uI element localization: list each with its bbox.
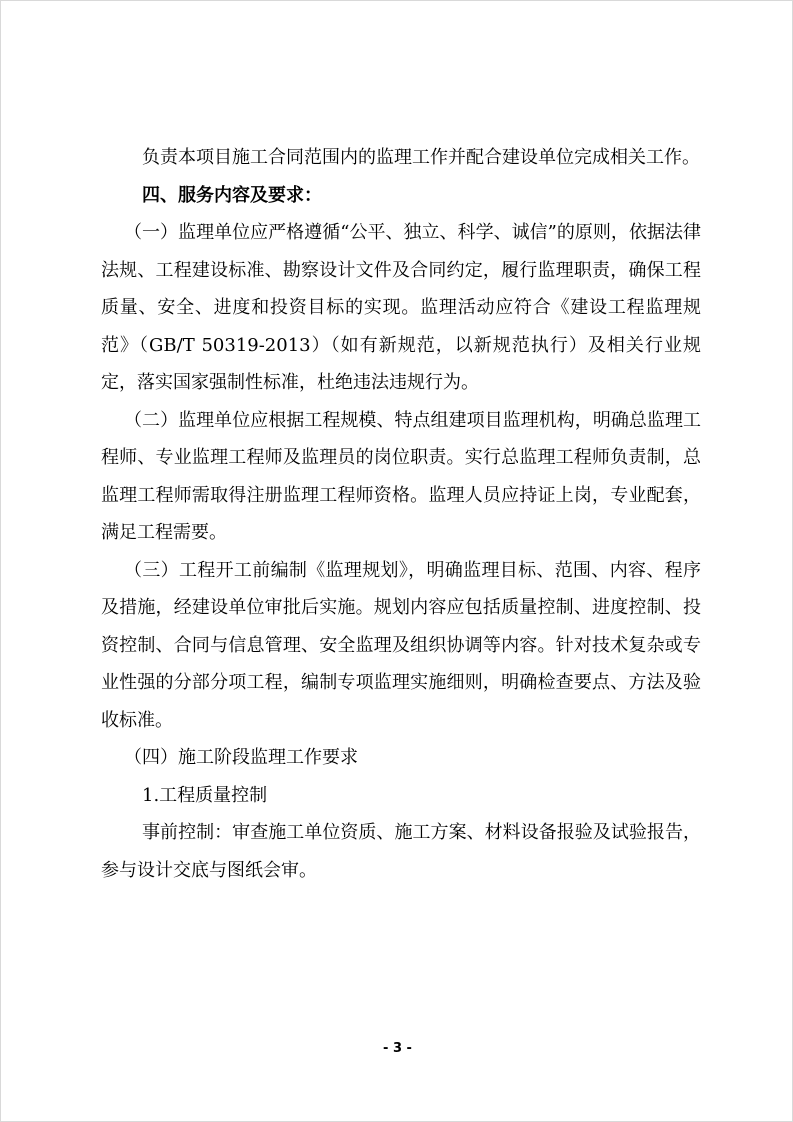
paragraph-principles: （一）监理单位应严格遵循“公平、独立、科学、诚信”的原则，依据法律法规、工程建设标准、勘察设计文件及合同约定，履行监理职责，确保工程质量、安全、进度和投资目标的实现。监理活动应符合《建设工程监理规范》（GB/T 50319-2013）（如有新规范，以新规范执行）及相关行业规定，落实国家强制性标准，杜绝违法违规行为。 [101, 222, 701, 393]
paragraph-organization: （二）监理单位应根据工程规模、特点组建项目监理机构，明确总监理工程师、专业监理工程师及监理员的岗位职责。实行总监理工程师负责制，总监理工程师需取得注册监理工程师资格。监理人员应持证上岗，专业配套，满足工程需要。 [101, 409, 701, 543]
section-heading-service-content: 四、服务内容及要求： [142, 184, 322, 206]
paragraph-quality-control-heading: 1.工程质量控制 [142, 784, 268, 806]
paragraph-supervision-plan: （三）工程开工前编制《监理规划》，明确监理目标、范围、内容、程序及措施，经建设单位审批后实施。规划内容应包括质量控制、进度控制、投资控制、合同与信息管理、安全监理及组织协调等内容。针对技术复杂或专业性强的分部分项工程，编制专项监理实施细则，明确检查要点、方法及验收标准。 [101, 559, 701, 731]
paragraph-pre-control: 事前控制：审查施工单位资质、施工方案、材料设备报验及试验报告，参与设计交底与图纸会审。 [101, 822, 701, 881]
document-body [101, 139, 701, 889]
paragraph-construction-stage-heading: （四）施工阶段监理工作要求 [124, 747, 358, 768]
page-number: - 3 - [383, 1041, 412, 1056]
paragraph-scope-summary: 负责本项目施工合同范围内的监理工作并配合建设单位完成相关工作。 [142, 147, 700, 168]
